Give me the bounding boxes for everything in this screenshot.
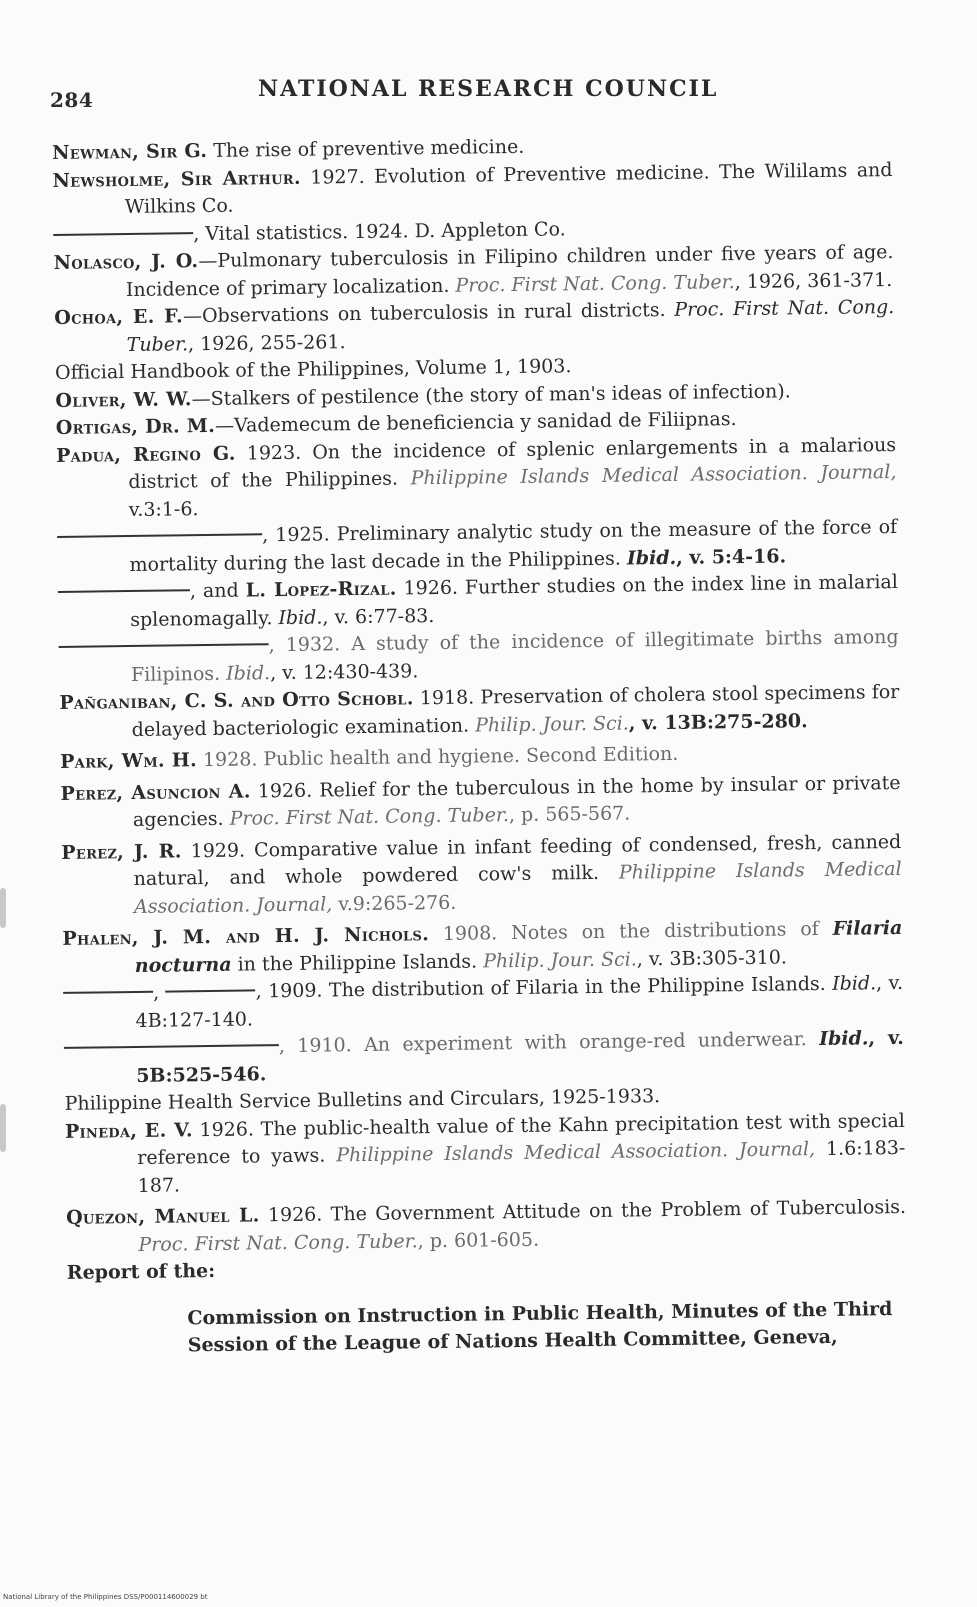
entry-source: Proc. First Nat. Cong. Tuber. xyxy=(229,804,510,830)
bibliography-entry xyxy=(61,828,902,921)
entry-citation: v.3:1-6. xyxy=(128,497,199,521)
entry-source: Philippine Islands Medical Association. Journal, xyxy=(410,460,897,490)
entry-text: Health Service Bulletins and Circulars, 1925-1933. xyxy=(161,1085,661,1114)
entry-author: Perez, J. R. xyxy=(61,839,182,864)
bibliography-entry xyxy=(59,679,900,745)
ditto-rule xyxy=(64,1044,279,1049)
entry-text: 1926. Further studies on the index line in malarial splenomagally. xyxy=(130,570,899,631)
scan-edge-mark xyxy=(0,888,6,928)
entry-citation: , 1926, 255-261. xyxy=(187,330,346,355)
entry-text: 1926. The public-health value of the Kahn precipitation test with special reference to yaws. xyxy=(137,1109,906,1169)
entry-citation: v.9:265-276. xyxy=(332,891,457,915)
entry-author: Ochoa, E. F. xyxy=(54,305,184,329)
entry-author: Perez, Asuncion A. xyxy=(60,779,251,805)
entry-citation: , v. 12:430-439. xyxy=(269,659,419,684)
entry-source: Philip. Jour. Sci. xyxy=(483,947,637,972)
entry-source: Philip. Jour. Sci. xyxy=(475,712,629,737)
entry-source: Philippine Islands Medical Association. Journal, xyxy=(336,1138,816,1167)
entry-text: , 1932. A study of the incidence of illegitimate births among Filipinos. xyxy=(130,625,899,686)
entry-citation: , p. 565-567. xyxy=(508,802,631,827)
entry-text: Handbook of the Philippines, Volume 1, 1903. xyxy=(124,355,572,384)
entry-text: 1923. On the incidence of splenic enlargements in a malarious district of the Philippines. xyxy=(128,433,897,494)
entry-citation: 1.6:183-187. xyxy=(137,1136,906,1197)
entry-source: Ibid. xyxy=(278,606,323,629)
bibliography-entry xyxy=(56,431,897,524)
ditto-rule xyxy=(63,991,153,994)
ditto-rule xyxy=(59,643,269,648)
page-header xyxy=(50,76,900,116)
entry-author: Park, Wm. H. xyxy=(59,749,198,773)
entry-text: The rise of preventive medicine. xyxy=(207,135,525,162)
entry-text: , 1925. Preliminary analytic study on the measure of the force of mortality during the last decade in the Philippines. xyxy=(129,515,898,576)
ditto-rule xyxy=(57,533,262,538)
page-number: 284 xyxy=(50,88,94,112)
entry-citation: , v. 5B:525-546. xyxy=(136,1026,904,1087)
entry-author: Quezon, Manuel L. xyxy=(65,1204,260,1229)
entry-text: Commission on Instruction in Public Health, Minutes of the Third Session of the League of Nations Health Committee, Geneva, xyxy=(187,1297,893,1357)
bibliography-subentry xyxy=(67,1295,908,1361)
entry-text: 1926. Relief for the tuberculous in the home by insular or private agencies. xyxy=(132,771,901,831)
entry-source: Proc. First Nat. Cong. Tuber. xyxy=(126,295,895,356)
entry-text: in the Philippine Islands. xyxy=(231,949,484,976)
entry-citation: , 1926, 361-371. xyxy=(734,268,893,293)
entry-source: Proc. First Nat. Cong. Tuber. xyxy=(138,1229,418,1256)
entry-author: Newman, Sir G. xyxy=(52,139,208,164)
entry-author: Padua, Regino G. xyxy=(55,442,236,467)
entry-text: 1918. Preservation of cholera stool specimens for delayed bacteriologic examination. xyxy=(131,680,900,741)
entry-text: —Pulmonary tuberculosis in Filipino children under five years of age. Incidence of primary localization. xyxy=(125,240,894,301)
entry-text: —Observations on tuberculosis in rural districts. xyxy=(182,298,675,328)
scan-footer: National Library of the Philippines DSS/P000114600029 bt xyxy=(3,1593,208,1601)
running-title: NATIONAL RESEARCH COUNCIL xyxy=(258,76,719,102)
entry-source: Ibid. xyxy=(626,546,677,570)
entry-citation: , v. 6:77-83. xyxy=(322,604,435,629)
entry-coauthor: L. Lopez-Rizal. xyxy=(245,577,397,602)
entry-citation: , v. 5:4-16. xyxy=(676,544,787,569)
entry-author: Pineda, E. V. xyxy=(64,1118,193,1143)
entry-text: 1928. Public health and hygiene. Second Edition. xyxy=(196,742,679,772)
bibliography-entry xyxy=(60,769,901,835)
entry-taxon: Filaria nocturna xyxy=(134,916,903,977)
entry-text: , and xyxy=(189,579,246,603)
bibliography-entry xyxy=(65,1107,906,1200)
entry-citation: , v. 3B:305-310. xyxy=(636,945,788,970)
scan-edge-mark xyxy=(0,1104,6,1152)
bibliography-list xyxy=(52,129,908,1380)
entry-text: , xyxy=(153,981,166,1004)
entry-text: , 1909. The distribution of Filaria in the Philippine Islands. xyxy=(255,972,833,1003)
entry-source: Ibid. xyxy=(226,661,271,685)
entry-source: Philippine Islands Medical Association. Journal, xyxy=(133,857,902,918)
entry-lead: Report of the: xyxy=(66,1259,216,1284)
entry-text: , 1910. An experiment with orange-red underwear. xyxy=(278,1028,820,1058)
entry-text: —Vademecum de beneficiencia y sanidad de Filiipnas. xyxy=(214,408,737,437)
entry-text: 1927. Evolution of Preventive medicine. The Wililams and Wilkins Co. xyxy=(124,158,893,219)
ditto-rule xyxy=(166,989,256,992)
entry-author: Ortigas, Dr. M. xyxy=(55,414,216,439)
entry-lead: Philippine xyxy=(64,1091,162,1115)
entry-lead: Official xyxy=(54,361,125,384)
entry-author: Nolasco, J. O. xyxy=(53,250,199,274)
entry-source: Proc. First Nat. Cong. Tuber. xyxy=(455,270,735,297)
entry-citation: , p. 601-605. xyxy=(417,1228,540,1252)
ditto-rule xyxy=(58,589,190,593)
ditto-rule xyxy=(53,232,193,236)
entry-author: Phalen, J. M. and H. J. Nichols. xyxy=(62,923,430,950)
entry-text: 1929. Comparative value in infant feeding of condensed, fresh, canned natural, and whole powdered cow's milk. xyxy=(133,830,902,890)
entry-author: Newsholme, Sir Arthur. xyxy=(52,166,301,192)
entry-text: 1926. The Government Attitude on the Problem of Tuberculosis. xyxy=(259,1195,907,1227)
entry-author: Pañganiban, C. S. and Otto Schobl. xyxy=(59,687,414,714)
entry-source: Ibid. xyxy=(831,972,877,995)
entry-text: 1908. Notes on the distributions of xyxy=(428,917,833,946)
entry-citation: , v. 13B:275-280. xyxy=(628,709,808,734)
entry-citation: , v. 4B:127-140. xyxy=(135,971,904,1032)
entry-author: Oliver, W. W. xyxy=(55,387,192,412)
entry-source: Ibid. xyxy=(819,1027,869,1051)
entry-text: , Vital statistics. 1924. D. Appleton Co. xyxy=(193,217,566,245)
entry-text: —Stalkers of pestilence (the story of man's ideas of infection). xyxy=(191,379,791,410)
